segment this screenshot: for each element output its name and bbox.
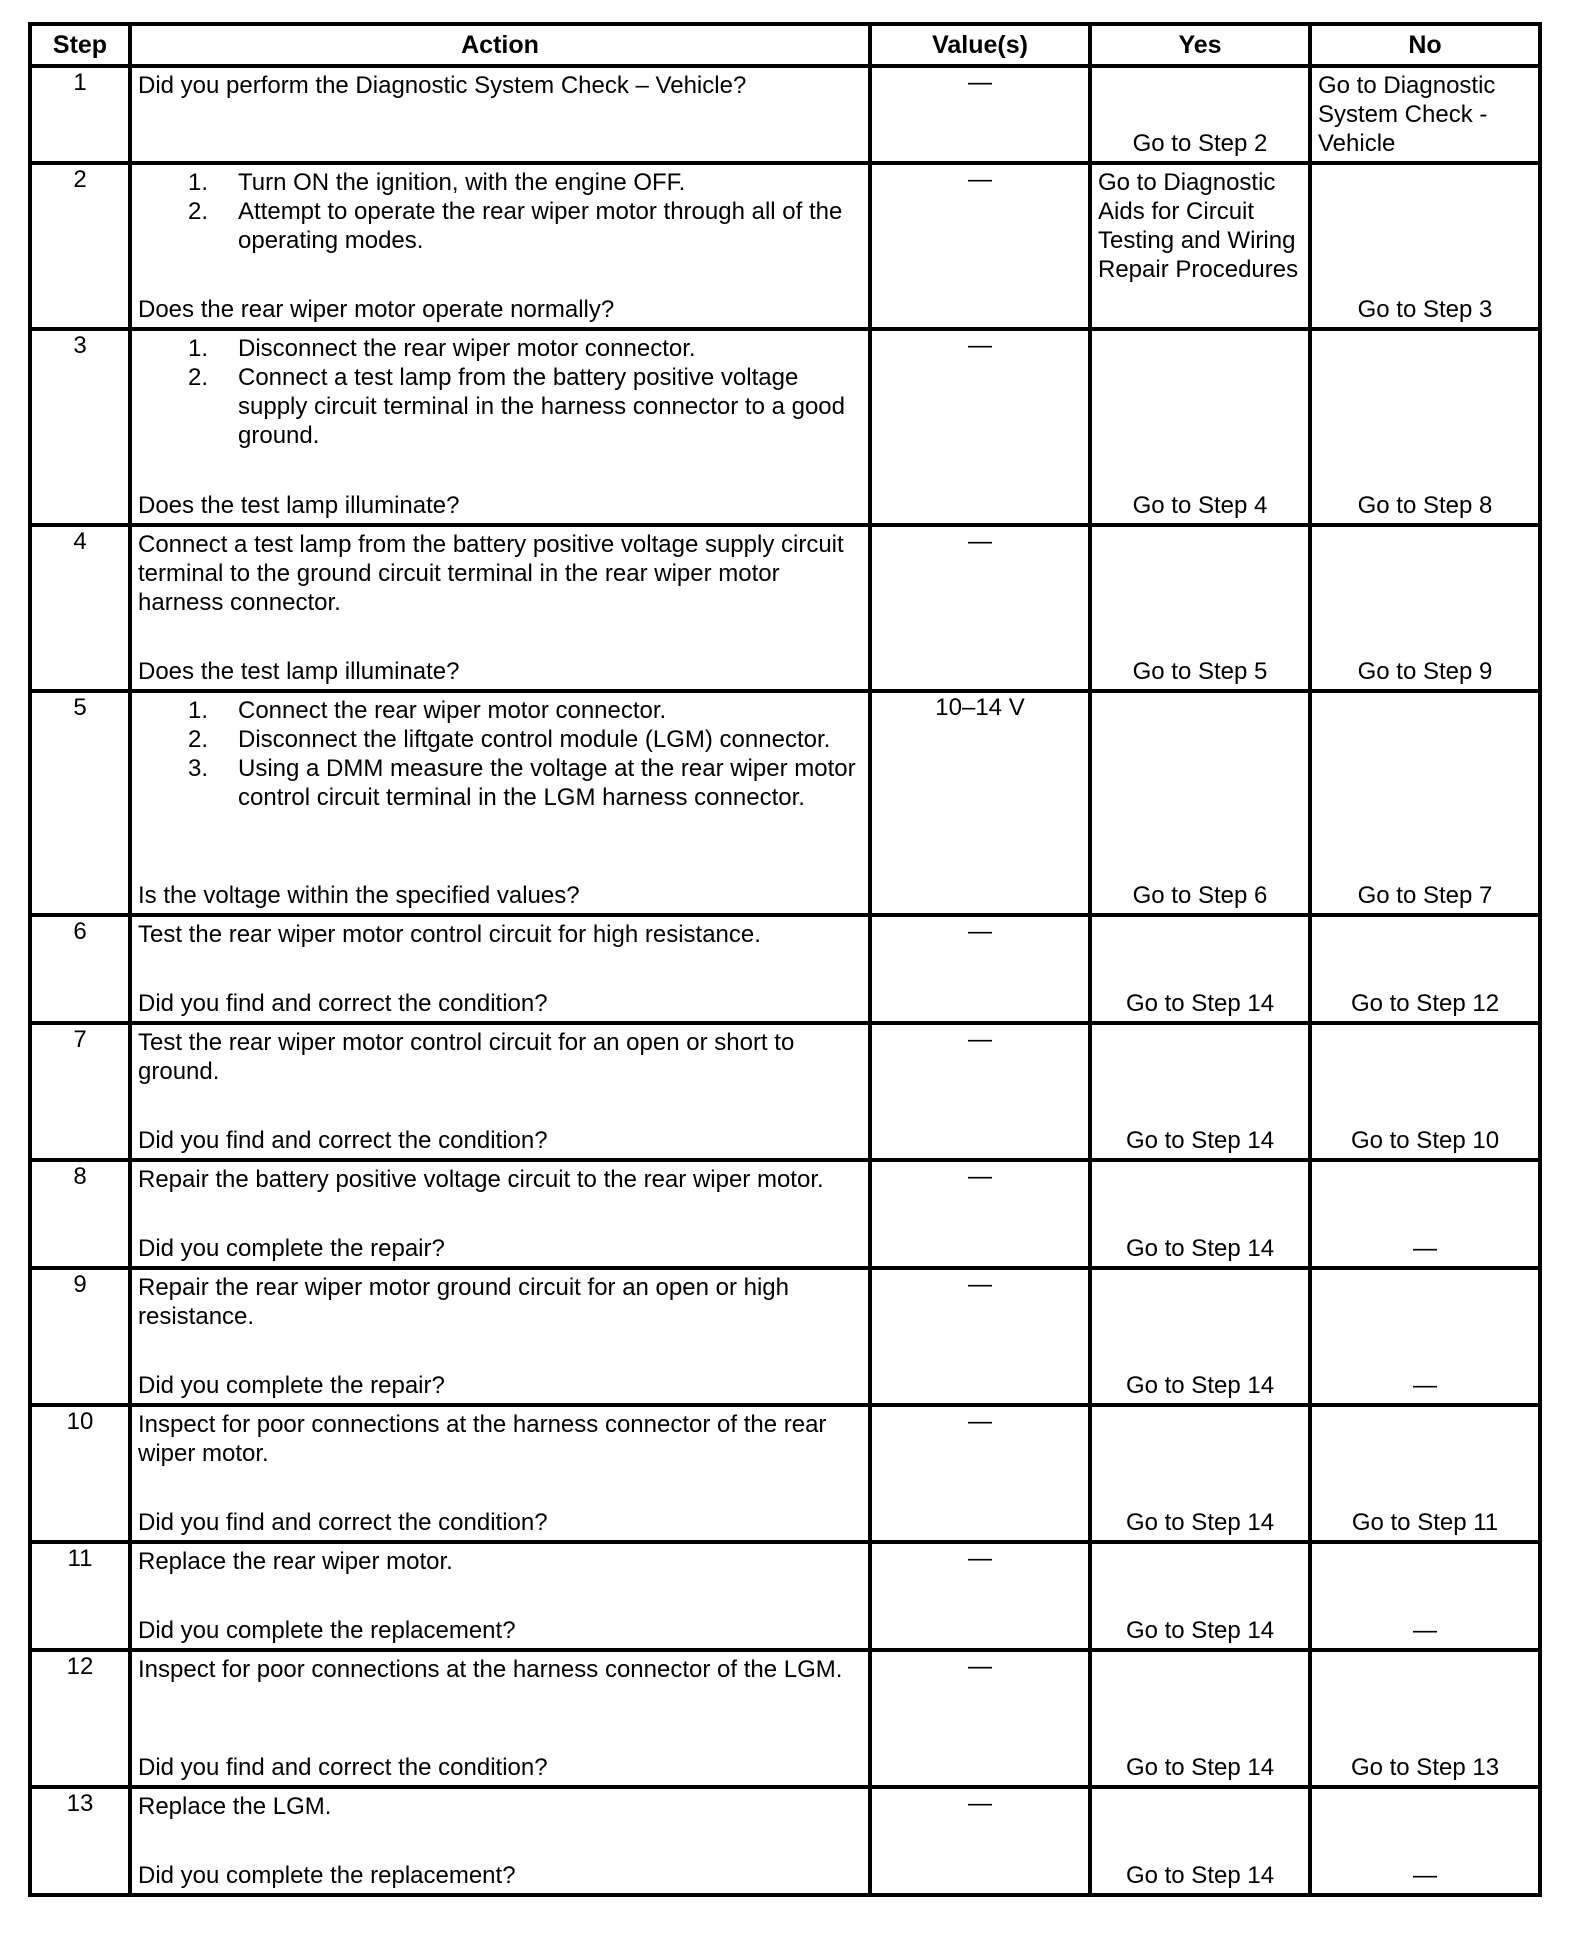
yes-result-link[interactable]: Go to Diagnostic Aids for Circuit Testing and Wiring Repair Procedures: [1098, 169, 1299, 283]
yes-cell: [1090, 525, 1310, 691]
yes-cell: [1090, 66, 1310, 163]
action-cell: [130, 691, 870, 915]
header-action: Action: [130, 24, 870, 66]
yes-result-link[interactable]: Go to Step 14: [1125, 1127, 1275, 1154]
action-cell: [130, 1405, 870, 1542]
table-row: [30, 1268, 1540, 1405]
yes-cell: [1090, 1268, 1310, 1405]
value-cell: —: [870, 1160, 1090, 1268]
action-question: Did you complete the repair?: [138, 1372, 445, 1399]
step-number: 10: [30, 1405, 130, 1542]
table-row: [30, 163, 1540, 329]
action-text: Did you perform the Diagnostic System Check – Vehicle?: [138, 72, 747, 99]
no-result-link[interactable]: —: [1413, 1235, 1437, 1262]
no-result-link[interactable]: Go to Diagnostic System Check - Vehicle: [1318, 72, 1496, 157]
step-number: 2: [30, 163, 130, 329]
step-number: 1: [30, 66, 130, 163]
no-cell: [1310, 1160, 1540, 1268]
action-question: Is the voltage within the specified values?: [138, 882, 580, 909]
header-step: Step: [30, 24, 130, 66]
yes-cell: [1090, 1023, 1310, 1160]
no-cell: [1310, 1650, 1540, 1787]
action-text: Replace the rear wiper motor.: [138, 1548, 453, 1575]
action-cell: [130, 915, 870, 1023]
no-cell: [1310, 915, 1540, 1023]
yes-result-link[interactable]: Go to Step 6: [1132, 882, 1268, 909]
yes-cell: [1090, 915, 1310, 1023]
yes-result-link[interactable]: Go to Step 2: [1132, 130, 1268, 157]
yes-result-link[interactable]: Go to Step 4: [1132, 492, 1268, 519]
action-step: 1. Connect the rear wiper motor connector.: [188, 697, 667, 724]
step-number: 12: [30, 1650, 130, 1787]
table-row: [30, 1405, 1540, 1542]
yes-cell: [1090, 1787, 1310, 1895]
no-cell: [1310, 525, 1540, 691]
action-step: 3. Using a DMM measure the voltage at the rear wiper motor control circuit terminal in the LGM harness connector.: [188, 755, 856, 811]
yes-cell: [1090, 691, 1310, 915]
no-result-link[interactable]: Go to Step 10: [1350, 1127, 1500, 1154]
action-step: 2. Attempt to operate the rear wiper motor through all of the operating modes.: [188, 198, 843, 254]
value-cell: —: [870, 1405, 1090, 1542]
action-question: Did you find and correct the condition?: [138, 1509, 548, 1536]
action-step: 1. Disconnect the rear wiper motor connector.: [188, 335, 696, 362]
action-question: Did you find and correct the condition?: [138, 990, 548, 1017]
no-cell: [1310, 691, 1540, 915]
action-question: Did you find and correct the condition?: [138, 1127, 548, 1154]
header-values: Value(s): [870, 24, 1090, 66]
no-result-link[interactable]: —: [1413, 1862, 1437, 1889]
yes-cell: [1090, 329, 1310, 525]
value-cell: 10–14 V: [870, 691, 1090, 915]
yes-cell: [1090, 163, 1310, 329]
no-cell: [1310, 1787, 1540, 1895]
action-text: Repair the rear wiper motor ground circuit for an open or high resistance.: [138, 1274, 789, 1330]
action-text: Repair the battery positive voltage circuit to the rear wiper motor.: [138, 1166, 824, 1193]
value-cell: —: [870, 1268, 1090, 1405]
action-cell: [130, 1542, 870, 1650]
step-number: 5: [30, 691, 130, 915]
action-cell: [130, 329, 870, 525]
action-steps-list: [138, 696, 862, 812]
no-cell: [1310, 1023, 1540, 1160]
action-cell: [130, 1650, 870, 1787]
action-text: Test the rear wiper motor control circuit for an open or short to ground.: [138, 1029, 795, 1085]
no-cell: [1310, 163, 1540, 329]
step-number: 4: [30, 525, 130, 691]
yes-result-link[interactable]: Go to Step 14: [1125, 1617, 1275, 1644]
action-question: Did you find and correct the condition?: [138, 1754, 548, 1781]
no-result-link[interactable]: Go to Step 7: [1357, 882, 1493, 909]
table-row: [30, 1650, 1540, 1787]
step-number: 13: [30, 1787, 130, 1895]
no-cell: [1310, 1268, 1540, 1405]
action-cell: [130, 525, 870, 691]
no-result-link[interactable]: —: [1413, 1617, 1437, 1644]
no-cell: [1310, 1542, 1540, 1650]
no-result-link[interactable]: Go to Step 11: [1351, 1509, 1499, 1536]
yes-result-link[interactable]: Go to Step 14: [1125, 1862, 1275, 1889]
diagnostic-table: [28, 22, 1542, 1897]
yes-cell: [1090, 1405, 1310, 1542]
step-number: 9: [30, 1268, 130, 1405]
action-text: Inspect for poor connections at the harness connector of the rear wiper motor.: [138, 1411, 827, 1467]
yes-cell: [1090, 1650, 1310, 1787]
action-cell: [130, 66, 870, 163]
no-cell: [1310, 329, 1540, 525]
value-cell: —: [870, 1023, 1090, 1160]
yes-cell: [1090, 1542, 1310, 1650]
action-question: Did you complete the replacement?: [138, 1862, 516, 1889]
action-cell: [130, 1160, 870, 1268]
no-result-link[interactable]: Go to Step 13: [1350, 1754, 1500, 1781]
value-cell: —: [870, 1787, 1090, 1895]
value-cell: —: [870, 1542, 1090, 1650]
action-step: 1. Turn ON the ignition, with the engine OFF.: [188, 169, 686, 196]
table-row: [30, 329, 1540, 525]
no-cell: [1310, 1405, 1540, 1542]
action-cell: [130, 1268, 870, 1405]
action-text: Test the rear wiper motor control circuit for high resistance.: [138, 921, 761, 948]
action-question: Does the test lamp illuminate?: [138, 658, 460, 685]
table-row: [30, 525, 1540, 691]
value-cell: —: [870, 525, 1090, 691]
action-cell: [130, 163, 870, 329]
action-cell: [130, 1787, 870, 1895]
yes-result-link[interactable]: Go to Step 5: [1132, 658, 1268, 685]
table-row: [30, 691, 1540, 915]
value-cell: —: [870, 1650, 1090, 1787]
action-steps-list: [138, 334, 862, 450]
action-cell: [130, 1023, 870, 1160]
no-result-link[interactable]: Go to Step 3: [1357, 296, 1493, 323]
yes-result-link[interactable]: Go to Step 14: [1125, 1372, 1275, 1399]
action-text: Inspect for poor connections at the harness connector of the LGM.: [138, 1656, 843, 1683]
yes-result-link[interactable]: Go to Step 14: [1125, 1754, 1275, 1781]
yes-result-link[interactable]: Go to Step 14: [1125, 1235, 1275, 1262]
action-question: Did you complete the repair?: [138, 1235, 445, 1262]
value-cell: —: [870, 66, 1090, 163]
yes-result-link[interactable]: Go to Step 14: [1125, 1509, 1275, 1536]
action-steps-list: [138, 168, 862, 255]
table-row: [30, 1542, 1540, 1650]
value-cell: —: [870, 915, 1090, 1023]
header-row: [30, 24, 1540, 66]
action-text: Replace the LGM.: [138, 1793, 332, 1820]
yes-result-link[interactable]: Go to Step 14: [1125, 990, 1275, 1017]
table-row: [30, 66, 1540, 163]
value-cell: —: [870, 163, 1090, 329]
action-question: Does the rear wiper motor operate normally?: [138, 296, 615, 323]
header-no: No: [1310, 24, 1540, 66]
action-question: Did you complete the replacement?: [138, 1617, 516, 1644]
action-step: 2. Disconnect the liftgate control module (LGM) connector.: [188, 726, 831, 753]
step-number: 8: [30, 1160, 130, 1268]
table-row: [30, 1160, 1540, 1268]
yes-cell: [1090, 1160, 1310, 1268]
no-cell: [1310, 66, 1540, 163]
no-result-link[interactable]: —: [1413, 1372, 1437, 1399]
step-number: 11: [30, 1542, 130, 1650]
no-result-link[interactable]: Go to Step 9: [1357, 658, 1493, 685]
value-cell: —: [870, 329, 1090, 525]
no-result-link[interactable]: Go to Step 8: [1357, 492, 1493, 519]
step-number: 3: [30, 329, 130, 525]
step-number: 6: [30, 915, 130, 1023]
action-text: Connect a test lamp from the battery positive voltage supply circuit terminal to the ground circuit terminal in the rear wiper motor harness connector.: [138, 531, 844, 616]
table-row: [30, 1023, 1540, 1160]
no-result-link[interactable]: Go to Step 12: [1350, 990, 1500, 1017]
table-row: [30, 915, 1540, 1023]
action-question: Does the test lamp illuminate?: [138, 492, 460, 519]
header-yes: Yes: [1090, 24, 1310, 66]
table-row: [30, 1787, 1540, 1895]
action-step: 2. Connect a test lamp from the battery positive voltage supply circuit terminal in the harness connector to a good ground.: [188, 364, 845, 449]
step-number: 7: [30, 1023, 130, 1160]
